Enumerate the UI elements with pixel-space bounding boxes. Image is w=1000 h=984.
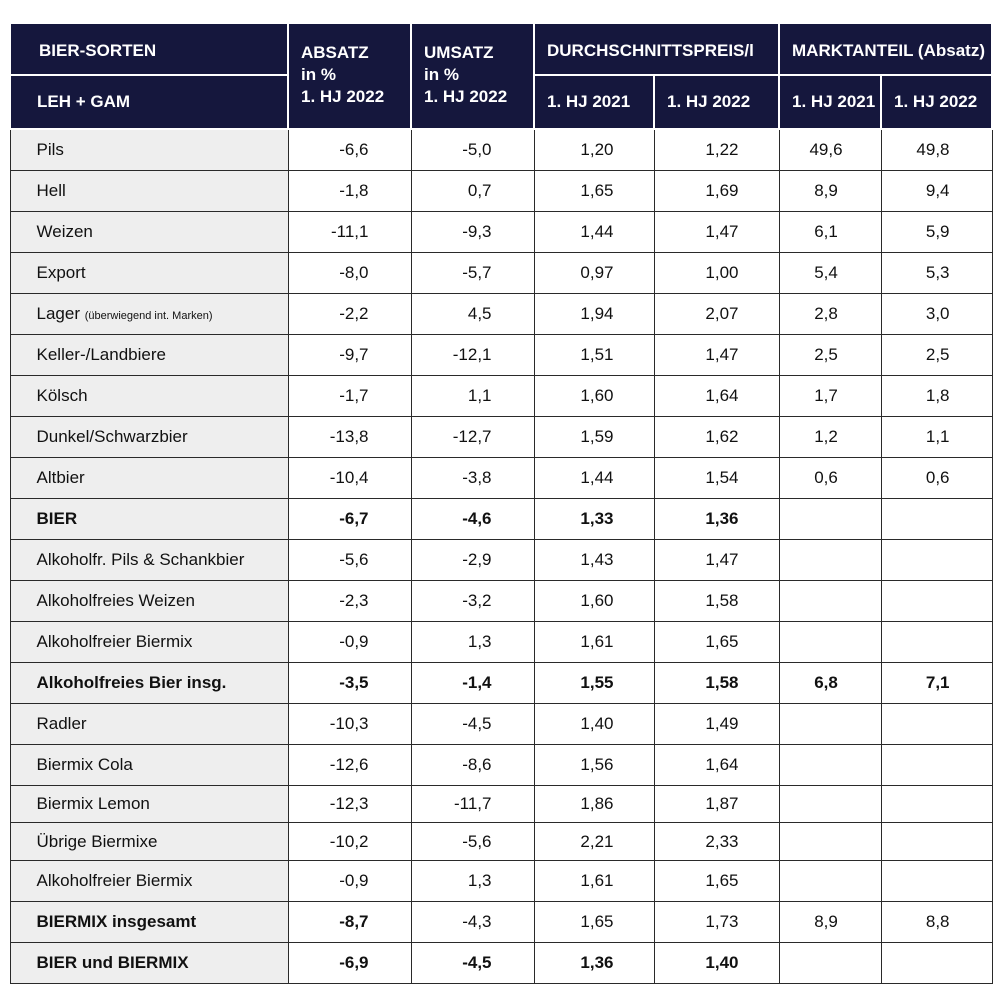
row-label-text: Radler	[36, 714, 87, 733]
share-2022-value	[881, 786, 992, 823]
umsatz-value: -12,7	[411, 417, 534, 458]
share-2021-value	[779, 943, 881, 984]
share-2021-value	[779, 786, 881, 823]
share-2021-value: 2,8	[779, 294, 881, 335]
absatz-value: -8,7	[288, 902, 411, 943]
header-absatz-period: 1. HJ 2022	[301, 87, 385, 106]
table-row	[10, 417, 992, 458]
share-2021-value: 6,1	[779, 212, 881, 253]
price-2021-value: 1,40	[534, 704, 654, 745]
share-2022-value: 8,8	[881, 902, 992, 943]
header-avg-price: DURCHSCHNITTSPREIS/l	[534, 23, 779, 75]
row-label-text: Pils	[36, 140, 64, 159]
umsatz-value: -8,6	[411, 745, 534, 786]
umsatz-value: -2,9	[411, 540, 534, 581]
absatz-value: -12,6	[288, 745, 411, 786]
price-2021-value: 1,60	[534, 581, 654, 622]
table-row	[10, 171, 992, 212]
header-share-2021: 1. HJ 2021	[779, 75, 881, 129]
price-2021-value: 1,61	[534, 622, 654, 663]
row-label	[10, 171, 288, 212]
beer-sales-table	[9, 22, 993, 984]
absatz-value: -13,8	[288, 417, 411, 458]
table-row	[10, 861, 992, 902]
row-label-text: Keller-/Landbiere	[36, 345, 166, 364]
share-2021-value: 1,2	[779, 417, 881, 458]
share-2022-value	[881, 704, 992, 745]
absatz-value: -6,7	[288, 499, 411, 540]
price-2021-value: 1,65	[534, 171, 654, 212]
umsatz-value: 1,3	[411, 622, 534, 663]
price-2021-value: 1,65	[534, 902, 654, 943]
share-2021-value	[779, 622, 881, 663]
row-label-text: Alkoholfreier Biermix	[36, 871, 193, 890]
row-label-text: Altbier	[36, 468, 85, 487]
row-label	[10, 540, 288, 581]
absatz-value: -0,9	[288, 622, 411, 663]
price-2021-value: 1,36	[534, 943, 654, 984]
header-leh-gam: LEH + GAM	[10, 75, 288, 129]
price-2021-value: 1,43	[534, 540, 654, 581]
price-2022-value: 1,62	[654, 417, 779, 458]
umsatz-value: 4,5	[411, 294, 534, 335]
umsatz-value: 1,1	[411, 376, 534, 417]
row-label-text: BIERMIX insgesamt	[36, 912, 197, 931]
umsatz-value: 1,3	[411, 861, 534, 902]
row-label	[10, 861, 288, 902]
share-2022-value	[881, 861, 992, 902]
row-label	[10, 745, 288, 786]
absatz-value: -8,0	[288, 253, 411, 294]
row-label-text: Alkoholfr. Pils & Schankbier	[36, 550, 245, 569]
table-row	[10, 458, 992, 499]
row-label-text: Alkoholfreier Biermix	[36, 632, 193, 651]
price-2022-value: 1,49	[654, 704, 779, 745]
price-2022-value: 2,33	[654, 823, 779, 861]
price-2022-value: 1,87	[654, 786, 779, 823]
absatz-value: -2,3	[288, 581, 411, 622]
header-market-share: MARKTANTEIL (Absatz)	[779, 23, 992, 75]
price-2021-value: 1,94	[534, 294, 654, 335]
row-label-text: Alkoholfreies Weizen	[36, 591, 195, 610]
header-umsatz	[411, 23, 534, 129]
share-2021-value	[779, 704, 881, 745]
row-label	[10, 499, 288, 540]
row-label	[10, 943, 288, 984]
row-label	[10, 417, 288, 458]
row-label-text: Dunkel/Schwarzbier	[36, 427, 188, 446]
absatz-value: -5,6	[288, 540, 411, 581]
umsatz-value: -4,3	[411, 902, 534, 943]
umsatz-value: -3,8	[411, 458, 534, 499]
table-row	[10, 212, 992, 253]
share-2022-value	[881, 745, 992, 786]
row-label	[10, 294, 288, 335]
row-label-text: Übrige Biermixe	[36, 831, 158, 851]
price-2022-value: 1,64	[654, 376, 779, 417]
share-2021-value	[779, 499, 881, 540]
table-row	[10, 376, 992, 417]
absatz-value: -3,5	[288, 663, 411, 704]
absatz-value: -0,9	[288, 861, 411, 902]
table-row	[10, 253, 992, 294]
share-2021-value: 2,5	[779, 335, 881, 376]
row-label	[10, 704, 288, 745]
price-2022-value: 1,40	[654, 943, 779, 984]
price-2021-value: 2,21	[534, 823, 654, 861]
row-label	[10, 663, 288, 704]
row-label-text: Export	[36, 263, 86, 282]
table-row	[10, 499, 992, 540]
price-2021-value: 0,97	[534, 253, 654, 294]
price-2021-value: 1,55	[534, 663, 654, 704]
umsatz-value: -4,5	[411, 704, 534, 745]
share-2021-value: 1,7	[779, 376, 881, 417]
absatz-value: -12,3	[288, 786, 411, 823]
umsatz-value: -9,3	[411, 212, 534, 253]
share-2021-value	[779, 540, 881, 581]
row-label	[10, 253, 288, 294]
price-2022-value: 1,58	[654, 663, 779, 704]
row-label	[10, 212, 288, 253]
absatz-value: -2,2	[288, 294, 411, 335]
share-2022-value: 1,8	[881, 376, 992, 417]
table-row	[10, 704, 992, 745]
table-row	[10, 745, 992, 786]
share-2022-value: 0,6	[881, 458, 992, 499]
share-2022-value	[881, 622, 992, 663]
share-2022-value: 5,9	[881, 212, 992, 253]
price-2022-value: 1,47	[654, 212, 779, 253]
price-2022-value: 2,07	[654, 294, 779, 335]
row-label-text: Alkoholfreies Bier insg.	[36, 673, 227, 692]
price-2021-value: 1,86	[534, 786, 654, 823]
table-row	[10, 335, 992, 376]
price-2022-value: 1,22	[654, 129, 779, 171]
share-2022-value: 49,8	[881, 129, 992, 171]
absatz-value: -9,7	[288, 335, 411, 376]
umsatz-value: 0,7	[411, 171, 534, 212]
price-2022-value: 1,69	[654, 171, 779, 212]
header-price-2021: 1. HJ 2021	[534, 75, 654, 129]
row-label-text: BIER	[36, 509, 78, 528]
row-label-text: Kölsch	[36, 386, 88, 405]
table-row	[10, 663, 992, 704]
price-2022-value: 1,73	[654, 902, 779, 943]
row-label	[10, 376, 288, 417]
share-2021-value	[779, 861, 881, 902]
price-2021-value: 1,59	[534, 417, 654, 458]
header-absatz	[288, 23, 411, 129]
umsatz-value: -3,2	[411, 581, 534, 622]
share-2022-value: 5,3	[881, 253, 992, 294]
price-2021-value: 1,60	[534, 376, 654, 417]
share-2021-value: 6,8	[779, 663, 881, 704]
table-row	[10, 581, 992, 622]
price-2022-value: 1,47	[654, 540, 779, 581]
table-row	[10, 622, 992, 663]
row-label	[10, 581, 288, 622]
absatz-value: -1,7	[288, 376, 411, 417]
price-2021-value: 1,33	[534, 499, 654, 540]
share-2022-value: 3,0	[881, 294, 992, 335]
absatz-value: -10,3	[288, 704, 411, 745]
share-2021-value: 0,6	[779, 458, 881, 499]
table-row	[10, 786, 992, 823]
share-2022-value	[881, 823, 992, 861]
price-2021-value: 1,56	[534, 745, 654, 786]
share-2021-value	[779, 581, 881, 622]
absatz-value: -1,8	[288, 171, 411, 212]
share-2021-value: 5,4	[779, 253, 881, 294]
row-label	[10, 622, 288, 663]
header-absatz-title: ABSATZ	[301, 43, 369, 62]
price-2022-value: 1,36	[654, 499, 779, 540]
header-price-2022: 1. HJ 2022	[654, 75, 779, 129]
table-row	[10, 294, 992, 335]
price-2021-value: 1,20	[534, 129, 654, 171]
price-2022-value: 1,65	[654, 622, 779, 663]
row-label-text: Hell	[36, 181, 66, 200]
share-2022-value	[881, 499, 992, 540]
header-absatz-unit: in %	[301, 65, 336, 84]
share-2021-value: 8,9	[779, 902, 881, 943]
umsatz-value: -5,7	[411, 253, 534, 294]
share-2022-value: 2,5	[881, 335, 992, 376]
header-umsatz-unit: in %	[424, 65, 459, 84]
row-label	[10, 786, 288, 823]
row-label	[10, 335, 288, 376]
row-label	[10, 823, 288, 861]
price-2021-value: 1,61	[534, 861, 654, 902]
row-label-text: BIER und BIERMIX	[36, 953, 189, 972]
umsatz-value: -12,1	[411, 335, 534, 376]
header-umsatz-period: 1. HJ 2022	[424, 87, 508, 106]
table-row	[10, 902, 992, 943]
share-2022-value: 9,4	[881, 171, 992, 212]
price-2021-value: 1,44	[534, 458, 654, 499]
price-2021-value: 1,44	[534, 212, 654, 253]
umsatz-value: -4,6	[411, 499, 534, 540]
table-row	[10, 540, 992, 581]
share-2021-value	[779, 823, 881, 861]
row-label	[10, 902, 288, 943]
share-2022-value: 7,1	[881, 663, 992, 704]
table-row	[10, 129, 992, 171]
header-share-2022: 1. HJ 2022	[881, 75, 992, 129]
row-label-note: (überwiegend int. Marken)	[84, 310, 213, 322]
share-2021-value: 49,6	[779, 129, 881, 171]
row-label	[10, 458, 288, 499]
umsatz-value: -1,4	[411, 663, 534, 704]
share-2022-value	[881, 581, 992, 622]
price-2022-value: 1,64	[654, 745, 779, 786]
umsatz-value: -11,7	[411, 786, 534, 823]
absatz-value: -10,4	[288, 458, 411, 499]
share-2021-value: 8,9	[779, 171, 881, 212]
price-2022-value: 1,47	[654, 335, 779, 376]
umsatz-value: -5,6	[411, 823, 534, 861]
header-umsatz-title: UMSATZ	[424, 43, 494, 62]
row-label-text: Lager	[36, 304, 80, 323]
absatz-value: -11,1	[288, 212, 411, 253]
table-row	[10, 823, 992, 861]
price-2022-value: 1,00	[654, 253, 779, 294]
price-2022-value: 1,58	[654, 581, 779, 622]
share-2021-value	[779, 745, 881, 786]
umsatz-value: -5,0	[411, 129, 534, 171]
row-label-text: Biermix Lemon	[36, 794, 150, 813]
row-label	[10, 129, 288, 171]
row-label-text: Biermix Cola	[36, 755, 133, 774]
share-2022-value	[881, 943, 992, 984]
price-2022-value: 1,65	[654, 861, 779, 902]
share-2022-value: 1,1	[881, 417, 992, 458]
row-label-text: Weizen	[36, 222, 93, 241]
absatz-value: -10,2	[288, 823, 411, 861]
absatz-value: -6,9	[288, 943, 411, 984]
header-beer-types: BIER-SORTEN	[10, 23, 288, 75]
price-2021-value: 1,51	[534, 335, 654, 376]
table-row	[10, 943, 992, 984]
price-2022-value: 1,54	[654, 458, 779, 499]
share-2022-value	[881, 540, 992, 581]
absatz-value: -6,6	[288, 129, 411, 171]
umsatz-value: -4,5	[411, 943, 534, 984]
